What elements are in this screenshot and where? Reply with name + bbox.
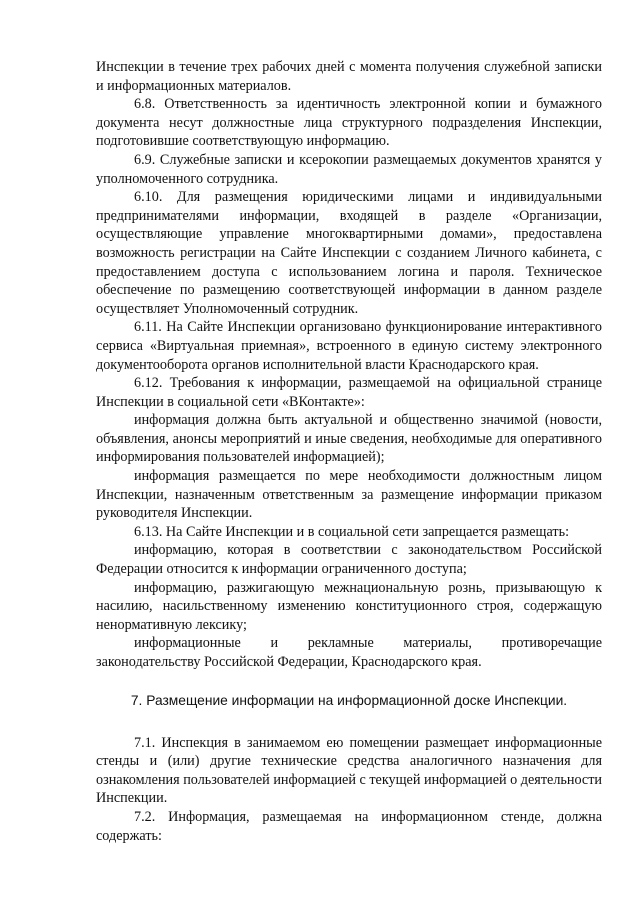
section-heading: 7. Размещение информации на информационной доске Инспекции. [130, 692, 568, 708]
paragraph-6-8: 6.8. Ответственность за идентичность электронной копии и бумажного документа несут должностные лица структурного подразделения Инспекции, подготовившие соответствующую информацию. [96, 96, 602, 150]
list-item-advertising: информационные и рекламные материалы, противоречащие законодательству Российской Федерации, Краснодарского края. [96, 635, 602, 670]
paragraph-6-9: 6.9. Служебные записки и ксерокопии размещаемых документов хранятся у уполномоченного сотрудника. [96, 151, 602, 187]
paragraph-7-2: 7.2. Информация, размещаемая на информационном стенде, должна содержать: [96, 808, 602, 844]
paragraph-6-10: 6.10. Для размещения юридическими лицами и индивидуальными предпринимателями информации, входящей в разделе «Организации, осуществляющие управление многоквартирными домами», предоставлена возможность регистрации на Сайте Инспекции с созданием Личного кабинета, с предоставлением доступа с использованием логина и пароля. Техническое обеспечение по размещению соответствующей информации в данном разделе осуществляет Уполномоченный сотрудник. [96, 189, 602, 317]
paragraph-6-13: 6.13. На Сайте Инспекции и в социальной сети запрещается размещать: [134, 523, 570, 540]
list-item-relevance: информация должна быть актуальной и общественно значимой (новости, объявления, анонсы мероприятий и иные сведения, необходимые для оперативного информирования пользователей информацией); [96, 412, 602, 466]
paragraph-7-1: 7.1. Инспекция в занимаемом ею помещении размещает информационные стенды и (или) другие технические средства аналогичного назначения для ознакомления пользователей информацией с текущей информацией о деятельности Инспекции. [96, 734, 602, 807]
paragraph-6-11: 6.11. На Сайте Инспекции организовано функционирование интерактивного сервиса «Виртуальная приемная», встроенного в единую систему электронного документооборота органов исполнительной власти Краснодарского края. [96, 319, 602, 373]
paragraph-continuation: Инспекции в течение трех рабочих дней с момента получения служебной записки и информационных материалов. [96, 59, 602, 94]
list-item-responsible: информация размещается по мере необходимости должностным лицом Инспекции, назначенным ответственным за размещение информации приказом руководителя Инспекции. [96, 468, 602, 522]
document-page [96, 58, 602, 845]
paragraph-6-12: 6.12. Требования к информации, размещаемой на официальной странице Инспекции в социальной сети «ВКонтакте»: [96, 375, 602, 410]
list-item-hate-speech: информацию, разжигающую межнациональную рознь, призывающую к насилию, насильственному изменению конституционного строя, содержащую ненормативную лексику; [96, 579, 602, 633]
list-item-restricted: информацию, которая в соответствии с законодательством Российской Федерации относится к информации ограниченного доступа; [96, 542, 602, 578]
